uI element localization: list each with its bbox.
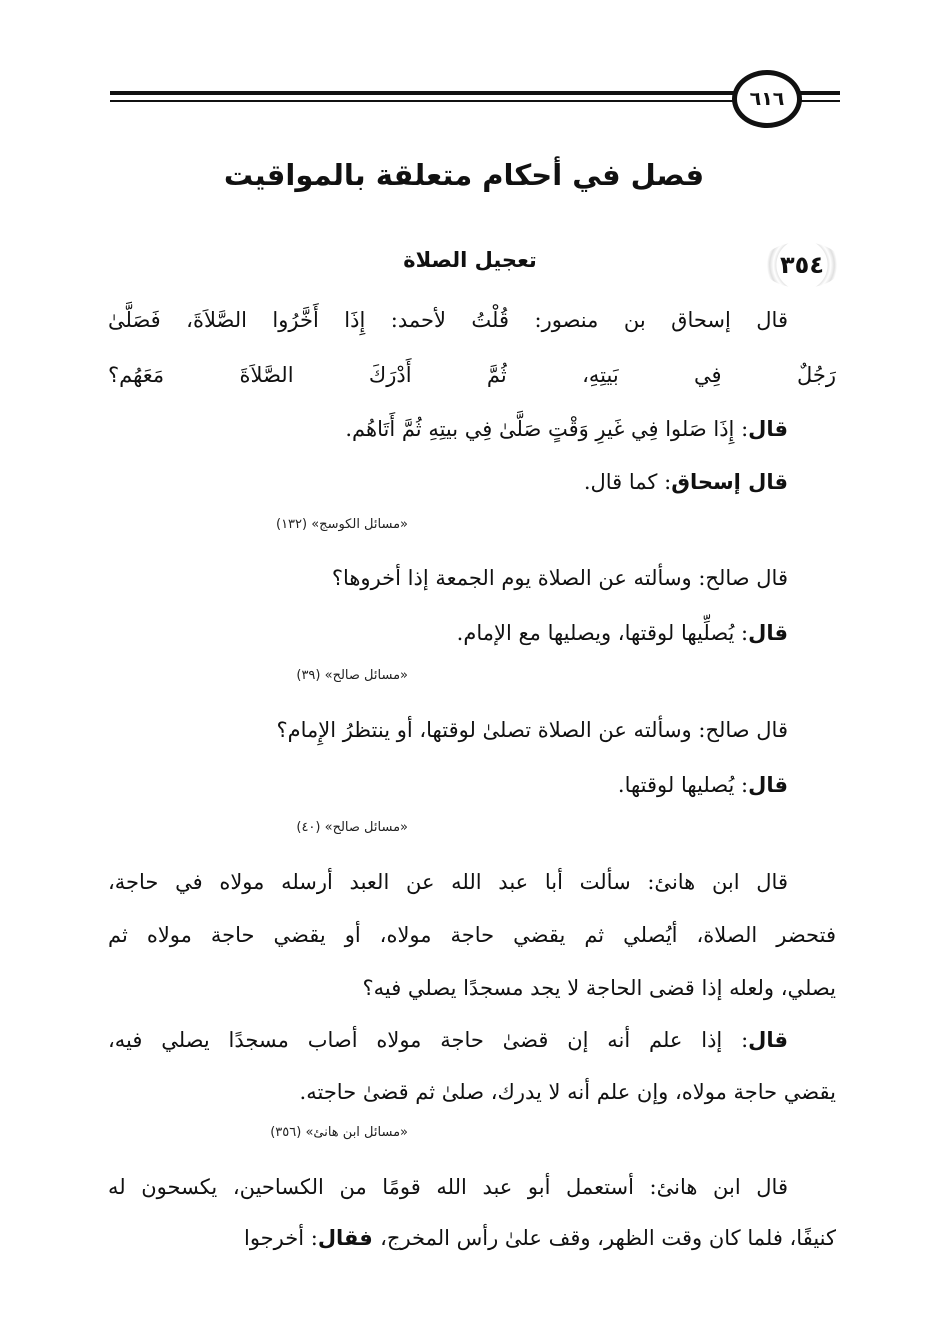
text-line: قال: يُصلِّيها لوقتها، ويصليها مع الإمام. — [456, 621, 788, 645]
chapter-title: فصل في أحكام متعلقة بالمواقيت — [223, 158, 705, 192]
text-line: قال صالح: وسألته عن الصلاة تصلىٰ لوقتها، أو ينتظرُ الإِمام؟ — [276, 718, 788, 742]
section-title: تعجيل الصلاة — [403, 248, 537, 272]
speaker-label: قال — [748, 621, 788, 645]
text-line: قال: يُصليها لوقتها. — [617, 773, 788, 797]
source-reference: «مسائل صالح» (٤٠) — [296, 820, 408, 835]
text-line: قال إسحاق: كما قال. — [583, 470, 788, 494]
header-rule-tail-thin — [800, 100, 840, 102]
source-reference: «مسائل ابن هانئ» (٣٥٦) — [270, 1125, 408, 1140]
text-line: يصلي، ولعله إذا قضى الحاجة لا يجد مسجدًا يصلي فيه؟ — [362, 976, 836, 1000]
header-rule-thin — [110, 100, 738, 102]
header-rule-thick — [110, 91, 738, 95]
text-line: قال صالح: وسألته عن الصلاة يوم الجمعة إذا أخروها؟ — [331, 566, 788, 590]
page-header — [110, 70, 840, 140]
source-reference: «مسائل صالح» (٣٩) — [296, 668, 408, 683]
text-line: كنيفًا، فلما كان وقت الظهر، وقف علىٰ رأس المخرج، فقال: أخرجوا — [243, 1226, 836, 1250]
speaker-label: فقال — [317, 1226, 381, 1250]
text-line: قال إسحاق بن منصور: قُلْتُ لأحمد: إِذَا أَخَّرُوا الصَّلاَةَ، فَصَلَّىٰ — [108, 308, 788, 332]
text-line: قال: إِذَا صَلوا فِي غَيرِ وَقْتٍ صَلَّىٰ فِي بيتِهِ ثُمَّ أَتَاهُم. — [345, 417, 788, 441]
text-line: رَجُلٌ فِي بَيتِهِ، ثُمَّ أَدْرَكَ الصَّلاَةَ مَعَهُم؟ — [108, 363, 836, 387]
text-line: يقضي حاجة مولاه، وإن علم أنه لا يدرك، صلىٰ ثم قضىٰ حاجته. — [299, 1080, 836, 1104]
text-line: قال ابن هانئ: سألت أبا عبد الله عن العبد أرسله مولاه في حاجة، — [108, 870, 788, 894]
section-number-ornament: ٣٥٤ — [762, 242, 842, 288]
speaker-label: قال — [748, 1028, 788, 1052]
text-line: قال ابن هانئ: أستعمل أبو عبد الله قومًا من الكساحين، يكسحون له — [108, 1175, 788, 1199]
text-line: فتحضر الصلاة، أيُصلي ثم يقضي حاجة مولاه، أو يقضي حاجة مولاه ثم — [108, 923, 836, 947]
text-line: قال: إذا علم أنه إن قضىٰ حاجة مولاه أصاب مسجدًا يصلي فيه، — [108, 1028, 788, 1052]
speaker-label: قال — [748, 773, 788, 797]
speaker-label: قال إسحاق — [671, 470, 788, 494]
header-rule-tail-thick — [800, 91, 840, 95]
page-number: ٦١٦ — [732, 70, 802, 128]
source-reference: «مسائل الكوسج» (١٣٢) — [275, 517, 408, 532]
speaker-label: قال — [748, 417, 788, 441]
